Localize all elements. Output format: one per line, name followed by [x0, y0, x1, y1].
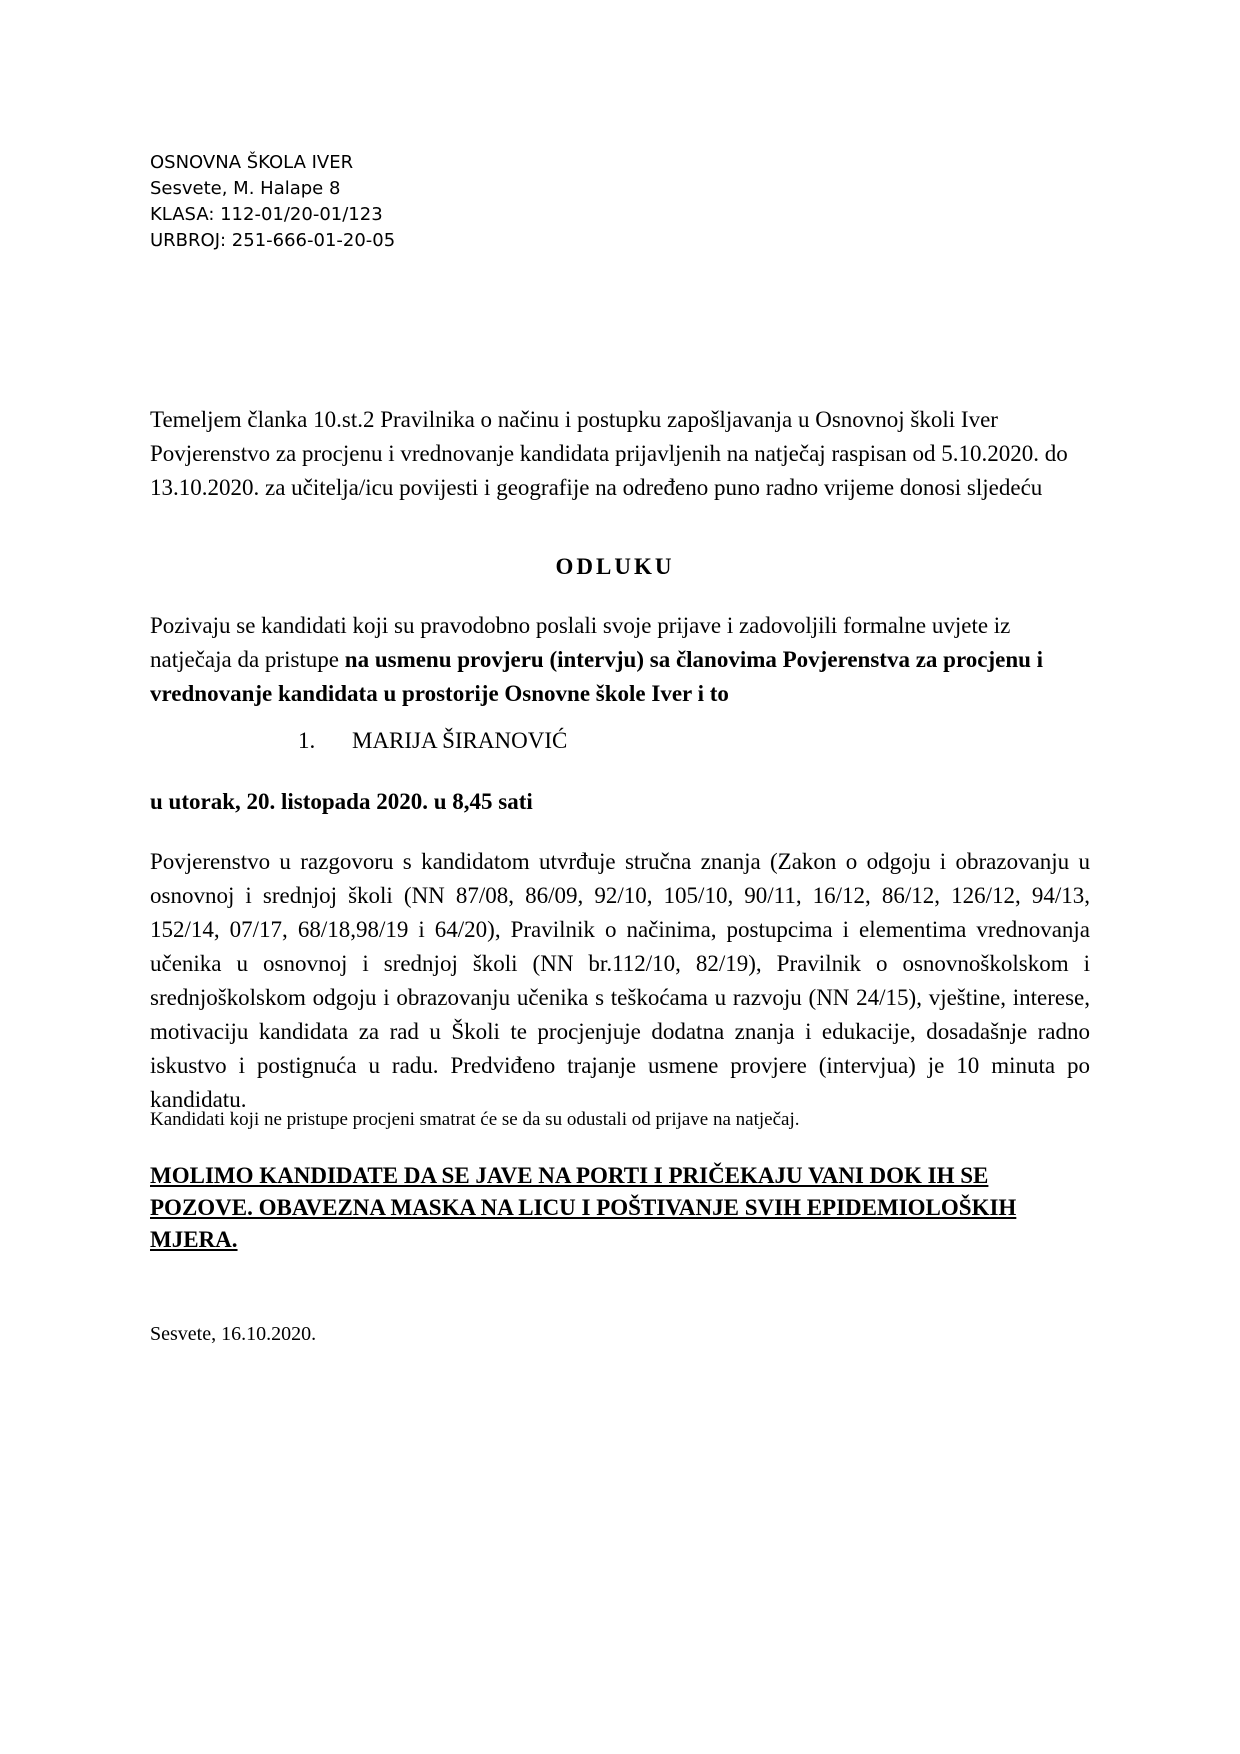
interview-description: Povjerenstvo u razgovoru s kandidatom utvrđuje stručna znanja (Zakon o odgoju i obrazovanju u osnovnoj i srednjoj školi (NN 87/08, 86/09, 92/10, 105/10, 90/11, 16/12, 86/12, 126/12, 94/13, 152/14, 07/17, 68/18,98/19 i 64/20), Pravilnik o načinima, postupcima i elementima vrednovanja učenika u osnovnoj i srednjoj školi (NN br.112/10, 82/19), Pravilnik o osnovnoškolskom i srednjoškolskom odgoju i obrazovanju učenika s teškoćama u razvoju (NN 24/15), vještine, interese, motivaciju kandidata za rad u Školi te procjenjuje dodatna znanja i edukacije, dosadašnje radno iskustvo i postignuća u radu. Predviđeno trajanje usmene provjere (intervjua) je 10 minuta po kandidatu. [150, 849, 1090, 1112]
candidate-number: 1. [298, 728, 316, 753]
decision-title: ODLUKU [555, 554, 675, 579]
invitation-paragraph [150, 609, 1080, 711]
invitation-text: Pozivaju se kandidati koji su pravodobno poslali svoje prijave i zadovoljili formalne uvjete iz natječaja da pristupe [150, 613, 1011, 672]
school-address: Sesvete, M. Halape 8 [150, 178, 341, 199]
document-header [150, 150, 395, 254]
interview-datetime: u utorak, 20. listopada 2020. u 8,45 sati [150, 789, 533, 814]
place-and-date: Sesvete, 16.10.2020. [150, 1323, 317, 1345]
urbroj-reference: URBROJ: 251-666-01-20-05 [150, 230, 396, 251]
candidate-name: MARIJA ŠIRANOVIĆ [352, 728, 568, 753]
candidate-item [298, 728, 567, 754]
epidemiological-notice: MOLIMO KANDIDATE DA SE JAVE NA PORTI I PRIČEKAJU VANI DOK IH SE POZOVE. OBAVEZNA MASKA NA LICU I POŠTIVANJE SVIH EPIDEMIOLOŠKIH MJERA. [150, 1163, 1017, 1252]
klasa-reference: KLASA: 112-01/20-01/123 [150, 204, 383, 225]
intro-paragraph: Temeljem članka 10.st.2 Pravilnika o načinu i postupku zapošljavanja u Osnovnoj školi Iver Povjerenstvo za procjenu i vrednovanje kandidata prijavljenih na natječaj raspisan od 5.10.2020. do 13.10.2020. za učitelja/icu povijesti i geografije na određeno puno radno vrijeme donosi sljedeću [150, 407, 1068, 500]
absence-note: Kandidati koji ne pristupe procjeni smatrat će se da su odustali od prijave na natječaj. [150, 1109, 800, 1130]
invitation-bold-text: na usmenu provjeru (intervju) sa članovima Povjerenstva za procjenu i vrednovanje kandidata u prostorije Osnovne škole Iver i to [150, 647, 1044, 706]
school-name: OSNOVNA ŠKOLA IVER [150, 152, 354, 173]
candidate-list [298, 728, 567, 754]
